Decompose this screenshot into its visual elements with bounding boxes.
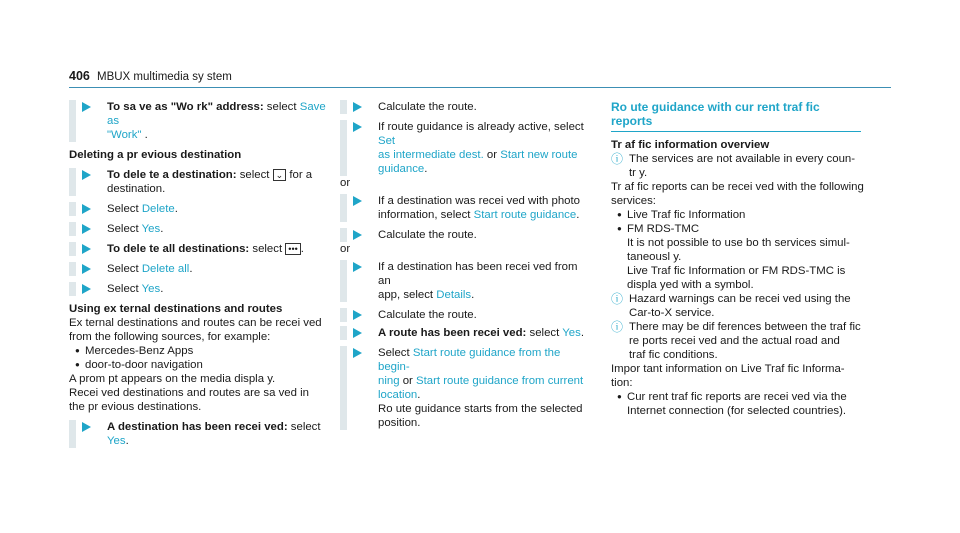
step-app-destination: If a destination has been recei ved from an app, select Details. (340, 260, 590, 302)
start-from-beginning-link-2[interactable]: ning (378, 375, 400, 387)
step-select-delete: Select Delete. (69, 202, 327, 216)
step-select-start: Select Start route guidance from the begin- ning or Start route guidance from current location. Ro ute guidance starts from the selected position. (340, 346, 590, 430)
column-right (611, 100, 867, 418)
step-arrow-icon (353, 262, 362, 272)
list-item: ● Live Traf fic Information (611, 208, 867, 222)
step-arrow-icon (353, 230, 362, 240)
step-save-work: To sa ve as "Wo rk" address: select Save as "Work" . (69, 100, 327, 142)
list-item: ● door-to-door navigation (69, 358, 327, 372)
info-icon: ⓘ (611, 320, 624, 334)
external-paragraph: Ex ternal destinations and routes can be recei ved from the following sources, for example: (69, 317, 322, 343)
step-select-yes-2: Select Yes. (69, 282, 327, 296)
important-paragraph: Impor tant information on Live Traf fic Informa- tion: (611, 363, 845, 389)
start-from-current-link-2[interactable]: location (378, 389, 418, 401)
info-icon: ⓘ (611, 152, 624, 166)
step-photo-destination: If a destination was recei ved with photo information, select Start route guidance. (340, 194, 590, 222)
step-arrow-icon (82, 284, 91, 294)
set-intermediate-link[interactable]: Set (378, 135, 396, 147)
note-availability: ⓘ The services are not available in every coun- tr y. (611, 152, 856, 179)
step-arrow-icon (82, 204, 91, 214)
services-paragraph: Tr af fic reports can be recei ved with the following services: (611, 181, 864, 207)
save-as-link[interactable]: Save as (107, 101, 326, 127)
work-link[interactable]: "Work" (107, 129, 142, 141)
step-calculate-route: Calculate the route. (340, 100, 590, 114)
step-arrow-icon (82, 102, 91, 112)
page-title: MBUX multimedia sy stem (97, 71, 232, 83)
chevron-down-icon: ⌄ (273, 169, 287, 181)
info-icon: ⓘ (611, 292, 624, 306)
page-header (69, 69, 891, 88)
section-title: Ro ute guidance with cur rent traf fic reports (611, 100, 861, 132)
step-arrow-icon (353, 196, 362, 206)
step-select-delete-all: Select Delete all. (69, 262, 327, 276)
step-arrow-icon (353, 310, 362, 320)
step-arrow-icon (82, 244, 91, 254)
delete-all-link[interactable]: Delete all (141, 263, 190, 275)
more-icon: ••• (285, 243, 300, 255)
list-item: ● FM RDS-TMC It is not possible to use bo th services simul- taneousl y. Live Traf fic Information or FM RDS-TMC is displa yed with a symbol. (611, 222, 867, 292)
start-new-route-link[interactable]: Start new route (500, 149, 578, 161)
or-text: or (340, 177, 351, 189)
page-number: 406 (69, 69, 90, 83)
or-text: or (340, 243, 351, 255)
step-route-received: A route has been recei ved: select Yes. (340, 326, 590, 340)
delete-link[interactable]: Delete (141, 203, 175, 215)
heading-traffic-overview: Tr af fic information overview (611, 139, 770, 151)
yes-link[interactable]: Yes (141, 283, 161, 295)
yes-link[interactable]: Yes (562, 327, 581, 339)
step-arrow-icon (353, 122, 362, 132)
list-item: ● Cur rent traf fic reports are recei ved via the Internet connection (for selected countries). (611, 390, 867, 418)
note-differences: ⓘ There may be dif ferences between the traf fic re ports recei ved and the actual road and traf fic conditions. (611, 320, 861, 361)
column-middle (340, 100, 590, 430)
list-item: ● Mercedes-Benz Apps (69, 344, 327, 358)
heading-external: Using ex ternal destinations and routes (69, 303, 283, 315)
step-select-yes: Select Yes. (69, 222, 327, 236)
prompt-paragraph: A prom pt appears on the media displa y. Recei ved destinations and routes are sa ved in the pr evious destinations. (69, 373, 309, 413)
step-arrow-icon (353, 348, 362, 358)
step-arrow-icon (82, 224, 91, 234)
step-delete-destination: To dele te a destination: select ⌄ for a destination. (69, 168, 327, 196)
step-arrow-icon (82, 264, 91, 274)
step-calculate-route-3: Calculate the route. (340, 308, 590, 322)
step-arrow-icon (353, 102, 362, 112)
step-arrow-icon (353, 328, 362, 338)
yes-link[interactable]: Yes (107, 435, 126, 447)
set-intermediate-link-2[interactable]: as intermediate dest. (378, 149, 484, 161)
details-link[interactable]: Details (436, 289, 472, 301)
step-arrow-icon (82, 422, 91, 432)
yes-link[interactable]: Yes (141, 223, 161, 235)
start-from-current-link[interactable]: Start route guidance from current (416, 375, 584, 387)
step-calculate-route-2: Calculate the route. (340, 228, 590, 242)
step-arrow-icon (82, 170, 91, 180)
column-left (69, 100, 327, 448)
step-route-active: If route guidance is already active, select Set as intermediate dest. or Start new route guidance. (340, 120, 590, 176)
step-delete-all: To dele te all destinations: select ••• . (69, 242, 327, 256)
note-hazard: ⓘ Hazard warnings can be recei ved using the Car-to-X service. (611, 292, 851, 319)
start-route-guidance-link[interactable]: Start route guidance (473, 209, 577, 221)
heading-delete: Deleting a pr evious destination (69, 149, 242, 161)
start-new-route-link-2[interactable]: guidance (378, 163, 425, 175)
start-from-beginning-link[interactable]: Start route guidance from the begin- (378, 347, 561, 373)
step-destination-received: A destination has been recei ved: select Yes. (69, 420, 327, 448)
